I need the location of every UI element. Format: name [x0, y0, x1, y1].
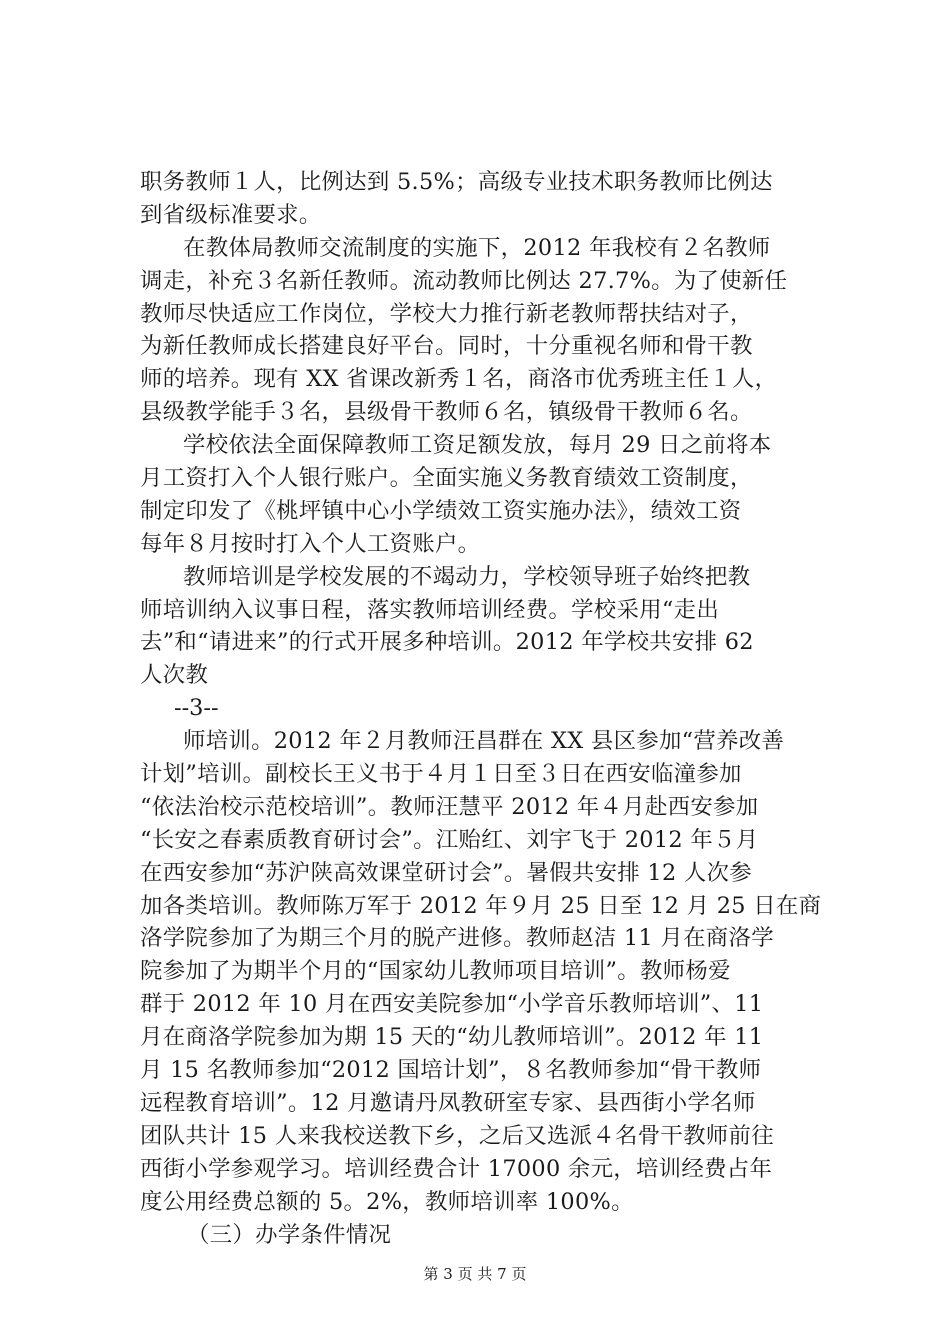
page-marker: --3--: [174, 695, 219, 722]
text-line: 每年８月按时打入个人工资账户。: [140, 530, 481, 557]
text-line: 计划”培训。副校长王义书于４月１日至３日在西安临潼参加: [140, 761, 742, 788]
text-line: 师的培养。现有 XX 省课改新秀１名，商洛市优秀班主任１人，: [140, 366, 778, 393]
text-line: 洛学院参加了为期三个月的脱产进修。教师赵洁 11 月在商洛学: [140, 925, 774, 952]
body-text: [140, 166, 822, 1251]
text-line: 群于 2012 年 10 月在西安美院参加“小学音乐教师培训”、11: [140, 991, 764, 1018]
text-line: “依法治校示范校培训”。教师汪慧平 2012 年４月赴西安参加: [140, 793, 759, 820]
text-line: 师培训纳入议事日程，落实教师培训经费。学校采用“走出: [140, 596, 720, 623]
text-line: 调走，补充３名新任教师。流动教师比例达 27.7%。为了使新任: [140, 267, 788, 294]
text-line: 院参加了为期半个月的“国家幼儿教师项目培训”。教师杨爱: [140, 958, 731, 985]
section-heading: （三）办学条件情况: [187, 1221, 392, 1248]
text-line: 度公用经费总额的 5。2%，教师培训率 100%。: [140, 1188, 634, 1215]
page-footer: 第 3 页 共 7 页: [423, 1265, 527, 1283]
text-line: 职务教师１人，比例达到 5.5%；高级专业技术职务教师比例达: [140, 169, 773, 195]
paragraph-start: 在教体局教师交流制度的实施下，2012 年我校有２名教师: [183, 234, 771, 261]
text-line: 县级教学能手３名，县级骨干教师６名，镇级骨干教师６名。: [140, 399, 753, 426]
text-line: 加各类培训。教师陈万军于 2012 年９月 25 日至 12 月 25 日在商: [140, 892, 822, 919]
text-line: 教师尽快适应工作岗位，学校大力推行新老教师帮扶结对子，: [140, 300, 753, 327]
text-line: 远程教育培训”。12 月邀请丹凤教研室专家、县西街小学名师: [140, 1089, 756, 1116]
text-line: 月工资打入个人银行账户。全面实施义务教育绩效工资制度，: [140, 465, 753, 492]
paragraph-start: 教师培训是学校发展的不竭动力，学校领导班子始终把教: [183, 563, 751, 590]
text-line: 团队共计 15 人来我校送教下乡，之后又选派４名骨干教师前往: [140, 1122, 774, 1149]
text-line: 月在商洛学院参加为期 15 天的“幼儿教师培训”。2012 年 11: [140, 1024, 764, 1051]
text-line: 去”和“请进来”的行式开展多种培训。2012 年学校共安排 62: [140, 629, 754, 656]
paragraph-start: 学校依法全面保障教师工资足额发放，每月 29 日之前将本: [183, 432, 772, 459]
text-line: 在西安参加“苏沪陕高效课堂研讨会”。暑假共安排 12 人次参: [140, 859, 752, 886]
text-line: 人次教: [140, 662, 209, 689]
text-line: 西街小学参观学习。培训经费合计 17000 余元，培训经费占年: [140, 1155, 773, 1182]
text-line: 制定印发了《桃坪镇中心小学绩效工资实施办法》，绩效工资: [140, 497, 742, 524]
paragraph-start: 师培训。2012 年２月教师汪昌群在 XX 县区参加“营养改善: [183, 728, 785, 755]
text-line: 为新任教师成长搭建良好平台。同时，十分重视名师和骨干教: [140, 333, 753, 360]
text-line: “长安之春素质教育研讨会”。江贻红、刘宇飞于 2012 年５月: [140, 826, 759, 853]
text-line: 月 15 名教师参加“2012 国培计划”，８名教师参加“骨干教师: [140, 1057, 762, 1084]
text-line: 到省级标准要求。: [140, 201, 322, 228]
